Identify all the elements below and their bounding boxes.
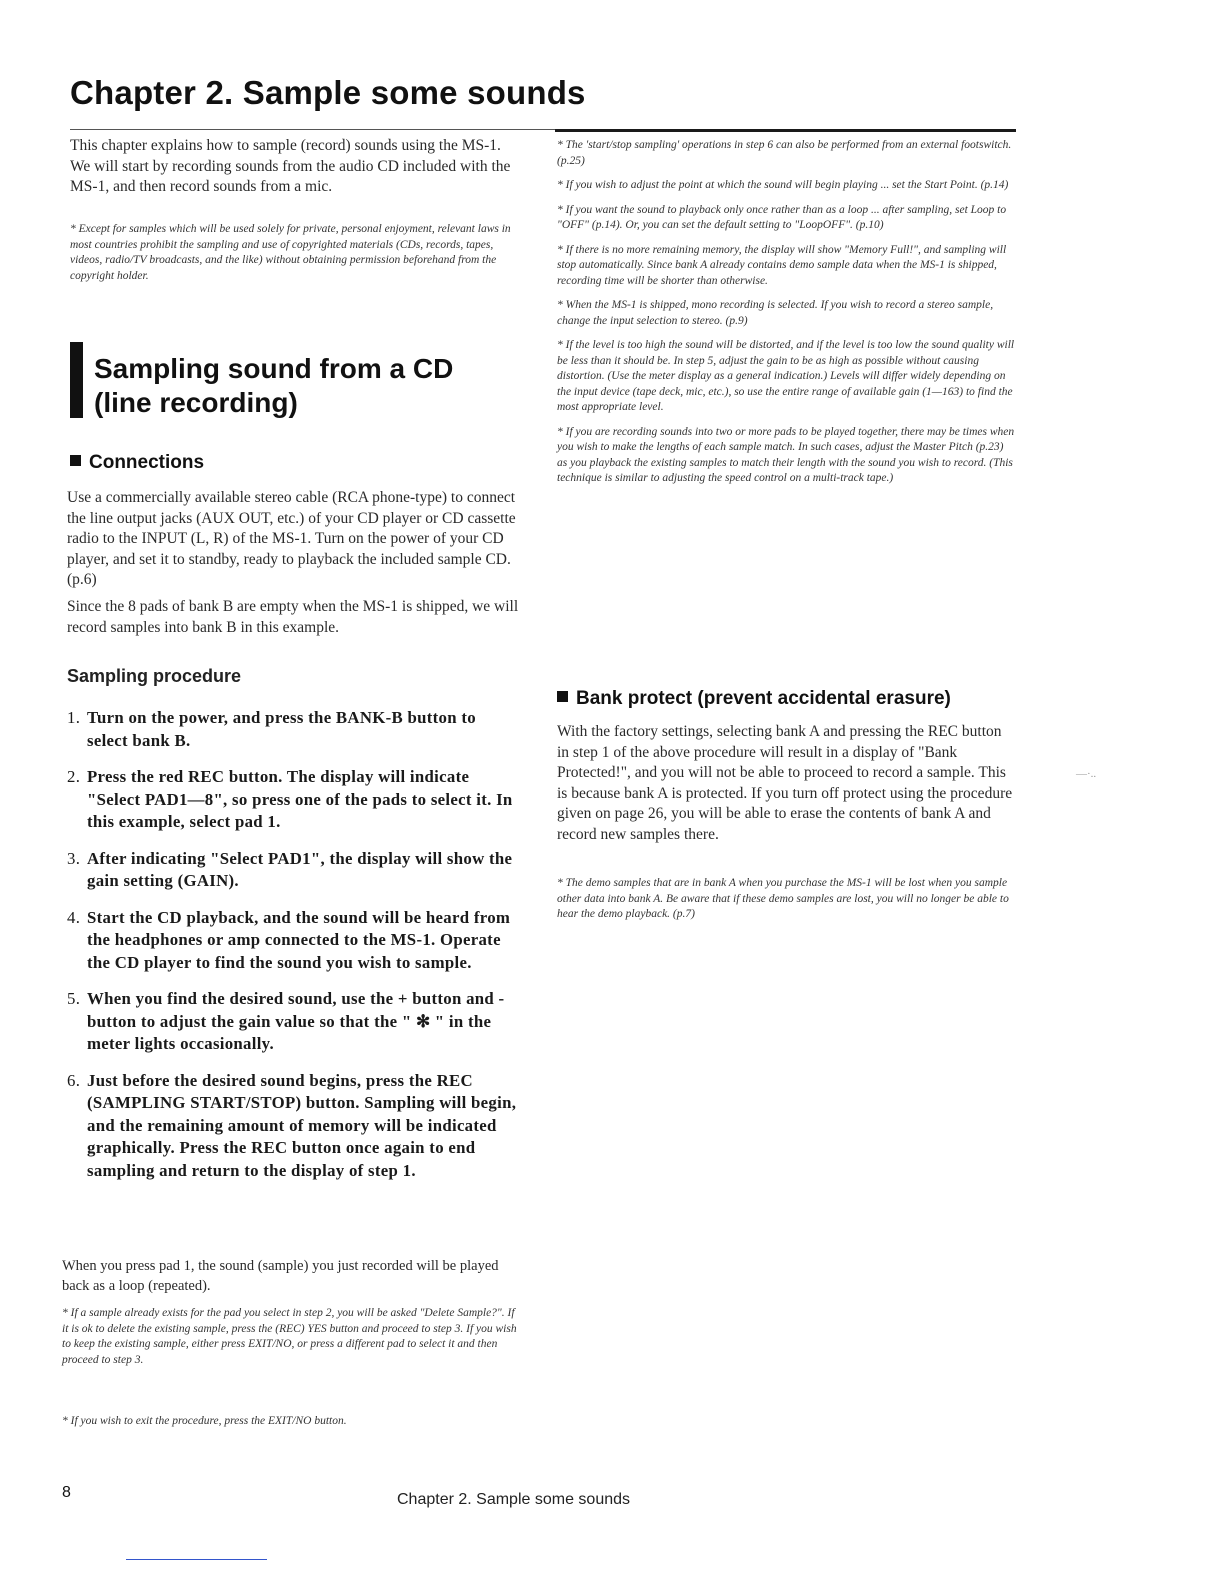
page-footer: Chapter 2. Sample some sounds [397,1491,631,1508]
step-item [67,988,517,1056]
right-note: * If you wish to adjust the point at which the sound will begin playing ... set the Start Point. (p.14) [557,179,1009,191]
step-item [67,766,517,834]
right-notes [557,138,1015,487]
step-text: When you find the desired sound, use the + button and - button to adjust the gain value so that the " ✻ " in the meter lights occasionally. [87,989,505,1053]
section-marker-bar [70,342,83,418]
right-note: * If the level is too high the sound will be distorted, and if the level is too low the sound quality will be less than it should be. In step 5, adjust the gain to be as high as possible without causing distortion. (Use the meter display as a general indication.) Levels will differ widely depending on the input device (tape deck, mic, etc.), so use the entire range of available gain (1—163) to find the most appropriate level. [557,339,1015,413]
connections-heading [70,452,204,474]
step-number: 6. [67,1070,81,1090]
procedure-heading: Sampling procedure [67,666,242,686]
bank-protect-paragraph: With the factory settings, selecting bank A and pressing the REC button in step 1 of the above procedure will result in a display of "Bank Protected!", and you will not be able to proceed to record a sample. This is because bank A is protected. If you turn off protect using the procedure given on page 26, you will be able to erase the contents of bank A and record new samples there. [557,723,1013,843]
right-note: * If you are recording sounds into two or more pads to be played together, there may be times when you wish to make the lengths of each sample match. In such cases, adjust the Master Pitch (p.23) as you playback the existing samples to match their length with the sound you wish to record. (This technique is similar to adjusting the speed control on a multi-track tape.) [557,425,1015,484]
step-number: 3. [67,848,81,868]
step-item [67,1070,517,1183]
step-text: Just before the desired sound begins, press the REC (SAMPLING START/STOP) button. Sampling will begin, and the remaining amount of memory will be indicated graphically. Press the REC button once again to end sampling and return to the display of step 1. [87,1070,517,1180]
after-steps-note-1: * If a sample already exists for the pad you select in step 2, you will be asked "Delete Sample?". If it is ok to delete the existing sample, press the (REC) YES button and proceed to step 3. If you wish to keep the existing sample, either press EXIT/NO, or press a different pad to select it and then proceed to step 3. [62,1307,517,1366]
step-text: Turn on the power, and press the BANK-B button to select bank B. [87,708,476,750]
square-bullet-icon [70,455,81,466]
intro-paragraph: This chapter explains how to sample (record) sounds using the MS-1. We will start by recording sounds from the audio CD included with the MS-1, and then record sounds from a mic. [70,137,511,195]
right-note: * If there is no more remaining memory, the display will show "Memory Full!", and sampling will stop automatically. Since bank A already contains demo sample data when the MS-1 is shipped, recording time will be shorter than otherwise. [557,243,1007,287]
chapter-title: Chapter 2. Sample some sounds [70,74,586,111]
after-steps-note-2: * If you wish to exit the procedure, press the EXIT/NO button. [62,1415,347,1427]
step-item [67,907,517,975]
square-bullet-icon [557,691,568,702]
bank-protect-heading-text: Bank protect (prevent accidental erasure) [576,688,951,709]
right-note: * The 'start/stop sampling' operations in step 6 can also be performed from an external footswitch. (p.25) [557,139,1012,167]
title-rule-right [555,129,1016,132]
step-text: After indicating "Select PAD1", the display will show the gain setting (GAIN). [87,848,513,890]
intro-note: * Except for samples which will be used solely for private, personal enjoyment, relevant laws in most countries prohibit the sampling and use of copyrighted materials (CDs, records, tapes, videos, radio/TV broadcasts, and the like) without obtaining permission beforehand from the copyright holder. [70,223,511,282]
page-number: 8 [62,1484,71,1501]
procedure-steps [67,707,517,1196]
right-note: * If you want the sound to playback only once rather than as a loop ... after sampling, set Loop to "OFF" (p.14). Or, you can set the default setting to "LoopOFF". (p.10) [557,203,1007,231]
step-item [67,848,517,893]
after-steps-paragraph: When you press pad 1, the sound (sample) you just recorded will be played back as a loop (repeated). [62,1258,499,1294]
step-text: Start the CD playback, and the sound will be heard from the headphones or amp connected to the MS-1. Operate the CD player to find the sound you wish to sample. [87,907,511,972]
step-number: 5. [67,989,81,1008]
step-number: 1. [67,708,81,727]
margin-mark: —·.. [1076,768,1097,780]
step-number: 4. [67,907,81,927]
connections-paragraph-2: Since the 8 pads of bank B are empty when the MS-1 is shipped, we will record samples into bank B in this example. [67,598,519,636]
bottom-blue-line [126,1559,267,1560]
connections-heading-text: Connections [89,452,205,473]
section-title [94,352,453,420]
section-title-line2: (line recording) [94,387,298,418]
section-title-line1: Sampling sound from a CD [94,353,454,384]
bank-protect-heading [557,688,951,710]
step-text: Press the red REC button. The display will indicate "Select PAD1—8", so press one of the pads to select it. In this example, select pad 1. [87,767,513,831]
bank-protect-note: * The demo samples that are in bank A when you purchase the MS-1 will be lost when you sample other data into bank A. Be aware that if these demo samples are lost, you will no longer be able to hear the demo playback. (p.7) [557,877,1009,920]
right-note: * When the MS-1 is shipped, mono recording is selected. If you wish to record a stereo sample, change the input selection to stereo. (p.9) [557,299,994,327]
connections-paragraph-1: Use a commercially available stereo cable (RCA phone-type) to connect the line output jacks (AUX OUT, etc.) of your CD player or CD cassette radio to the INPUT (L, R) of the MS-1. Turn on the power of your CD player, and set it to standby, ready to playback the included sample CD. (p.6) [67,489,516,588]
title-rule-left [70,129,555,130]
step-number: 2. [67,767,81,786]
step-item [67,707,517,752]
